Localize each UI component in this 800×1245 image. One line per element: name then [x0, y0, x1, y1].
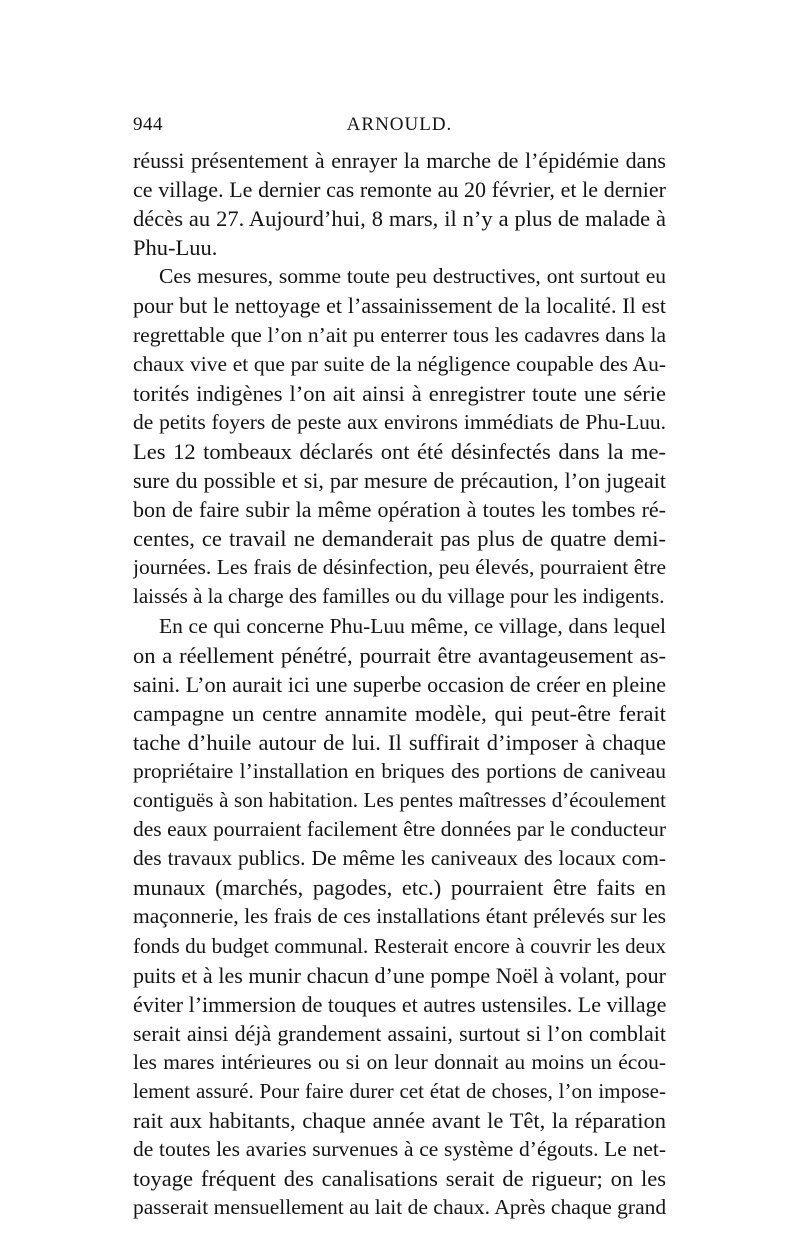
text-line: propriétaire l’installation en briques des portions de caniveau: [133, 758, 666, 783]
text-line: centes, ce travail ne demanderait pas plus de quatre demi-: [133, 526, 666, 552]
text-line: passerait mensuellement au lait de chaux. Après chaque grand: [133, 1195, 666, 1220]
running-title: ARNOULD.: [346, 114, 453, 135]
text-line: torités indigènes l’on ait ainsi à enregistrer toute une série: [133, 380, 666, 406]
text-line: sure du possible et si, par mesure de précaution, l’on jugeait: [133, 468, 666, 494]
text-line: des eaux pourraient facilement être données par le conducteur: [133, 817, 666, 842]
text-line: laissés à la charge des familles ou du village pour les indigents.: [133, 584, 665, 609]
text-line: journées. Les frais de désinfection, peu élevés, pourraient être: [133, 555, 666, 580]
text-line: En ce qui concerne Phu-Luu même, ce village, dans lequel: [159, 613, 666, 638]
text-line: campagne un centre annamite modèle, qui peut-être ferait: [133, 700, 666, 726]
text-line: fonds du budget communal. Resterait encore à couvrir les deux: [133, 933, 666, 958]
text-line: pour but le nettoyage et l’assainissement de la localité. Il est: [133, 293, 666, 319]
text-line: Les 12 tombeaux déclarés ont été désinfectés dans la me-: [133, 438, 666, 464]
page-number: 944: [133, 114, 163, 135]
text-line: des travaux publics. De même les caniveaux des locaux com-: [133, 846, 666, 871]
text-line: contiguës à son habitation. Les pentes maîtresses d’écoulement: [133, 788, 666, 813]
text-line: bon de faire subir la même opération à toutes les tombes ré-: [133, 497, 666, 523]
text-line: décès au 27. Aujourd’hui, 8 mars, il n’y a plus de malade à: [133, 206, 666, 232]
text-line: chaux vive et que par suite de la négligence coupable des Au-: [133, 351, 666, 376]
text-line: de toutes les avaries survenues à ce système d’égouts. Le net-: [133, 1137, 666, 1162]
text-line: saini. L’on aurait ici une superbe occasion de créer en pleine: [133, 671, 666, 697]
running-header: [133, 114, 666, 144]
text-line: toyage fréquent des canalisations serait de rigueur; on les: [133, 1166, 666, 1192]
text-line: ce village. Le dernier cas remonte au 20 février, et le dernier: [133, 177, 666, 203]
text-line: réussi présentement à enrayer la marche de l’épidémie dans: [133, 148, 666, 173]
text-line: rait aux habitants, chaque année avant le Têt, la réparation: [133, 1108, 666, 1134]
text-line: tache d’huile autour de lui. Il suffirait d’imposer à chaque: [133, 729, 666, 755]
text-line: maçonnerie, les frais de ces installations étant prélevés sur les: [133, 904, 666, 929]
text-line: serait ainsi déjà grandement assaini, surtout si l’on comblait: [133, 1020, 666, 1046]
text-line: munaux (marchés, pagodes, etc.) pourraient être faits en: [133, 875, 666, 901]
text-line: regrettable que l’on n’ait pu enterrer tous les cadavres dans la: [133, 322, 666, 347]
text-line: éviter l’immersion de touques et autres ustensiles. Le village: [133, 991, 666, 1017]
text-line: puits et à les munir chacun d’une pompe Noël à volant, pour: [133, 962, 666, 988]
body-text: [133, 146, 666, 1222]
text-line: lement assuré. Pour faire durer cet état de choses, l’on impose-: [133, 1079, 666, 1103]
text-line: on a réellement pénétré, pourrait être avantageusement as-: [133, 642, 666, 668]
text-line: de petits foyers de peste aux environs immédiats de Phu-Luu.: [133, 409, 666, 434]
text-line: les mares intérieures ou si on leur donnait au moins un écou-: [133, 1049, 666, 1074]
text-line: Ces mesures, somme toute peu destructives, ont surtout eu: [159, 264, 666, 289]
text-line: Phu-Luu.: [133, 235, 218, 261]
